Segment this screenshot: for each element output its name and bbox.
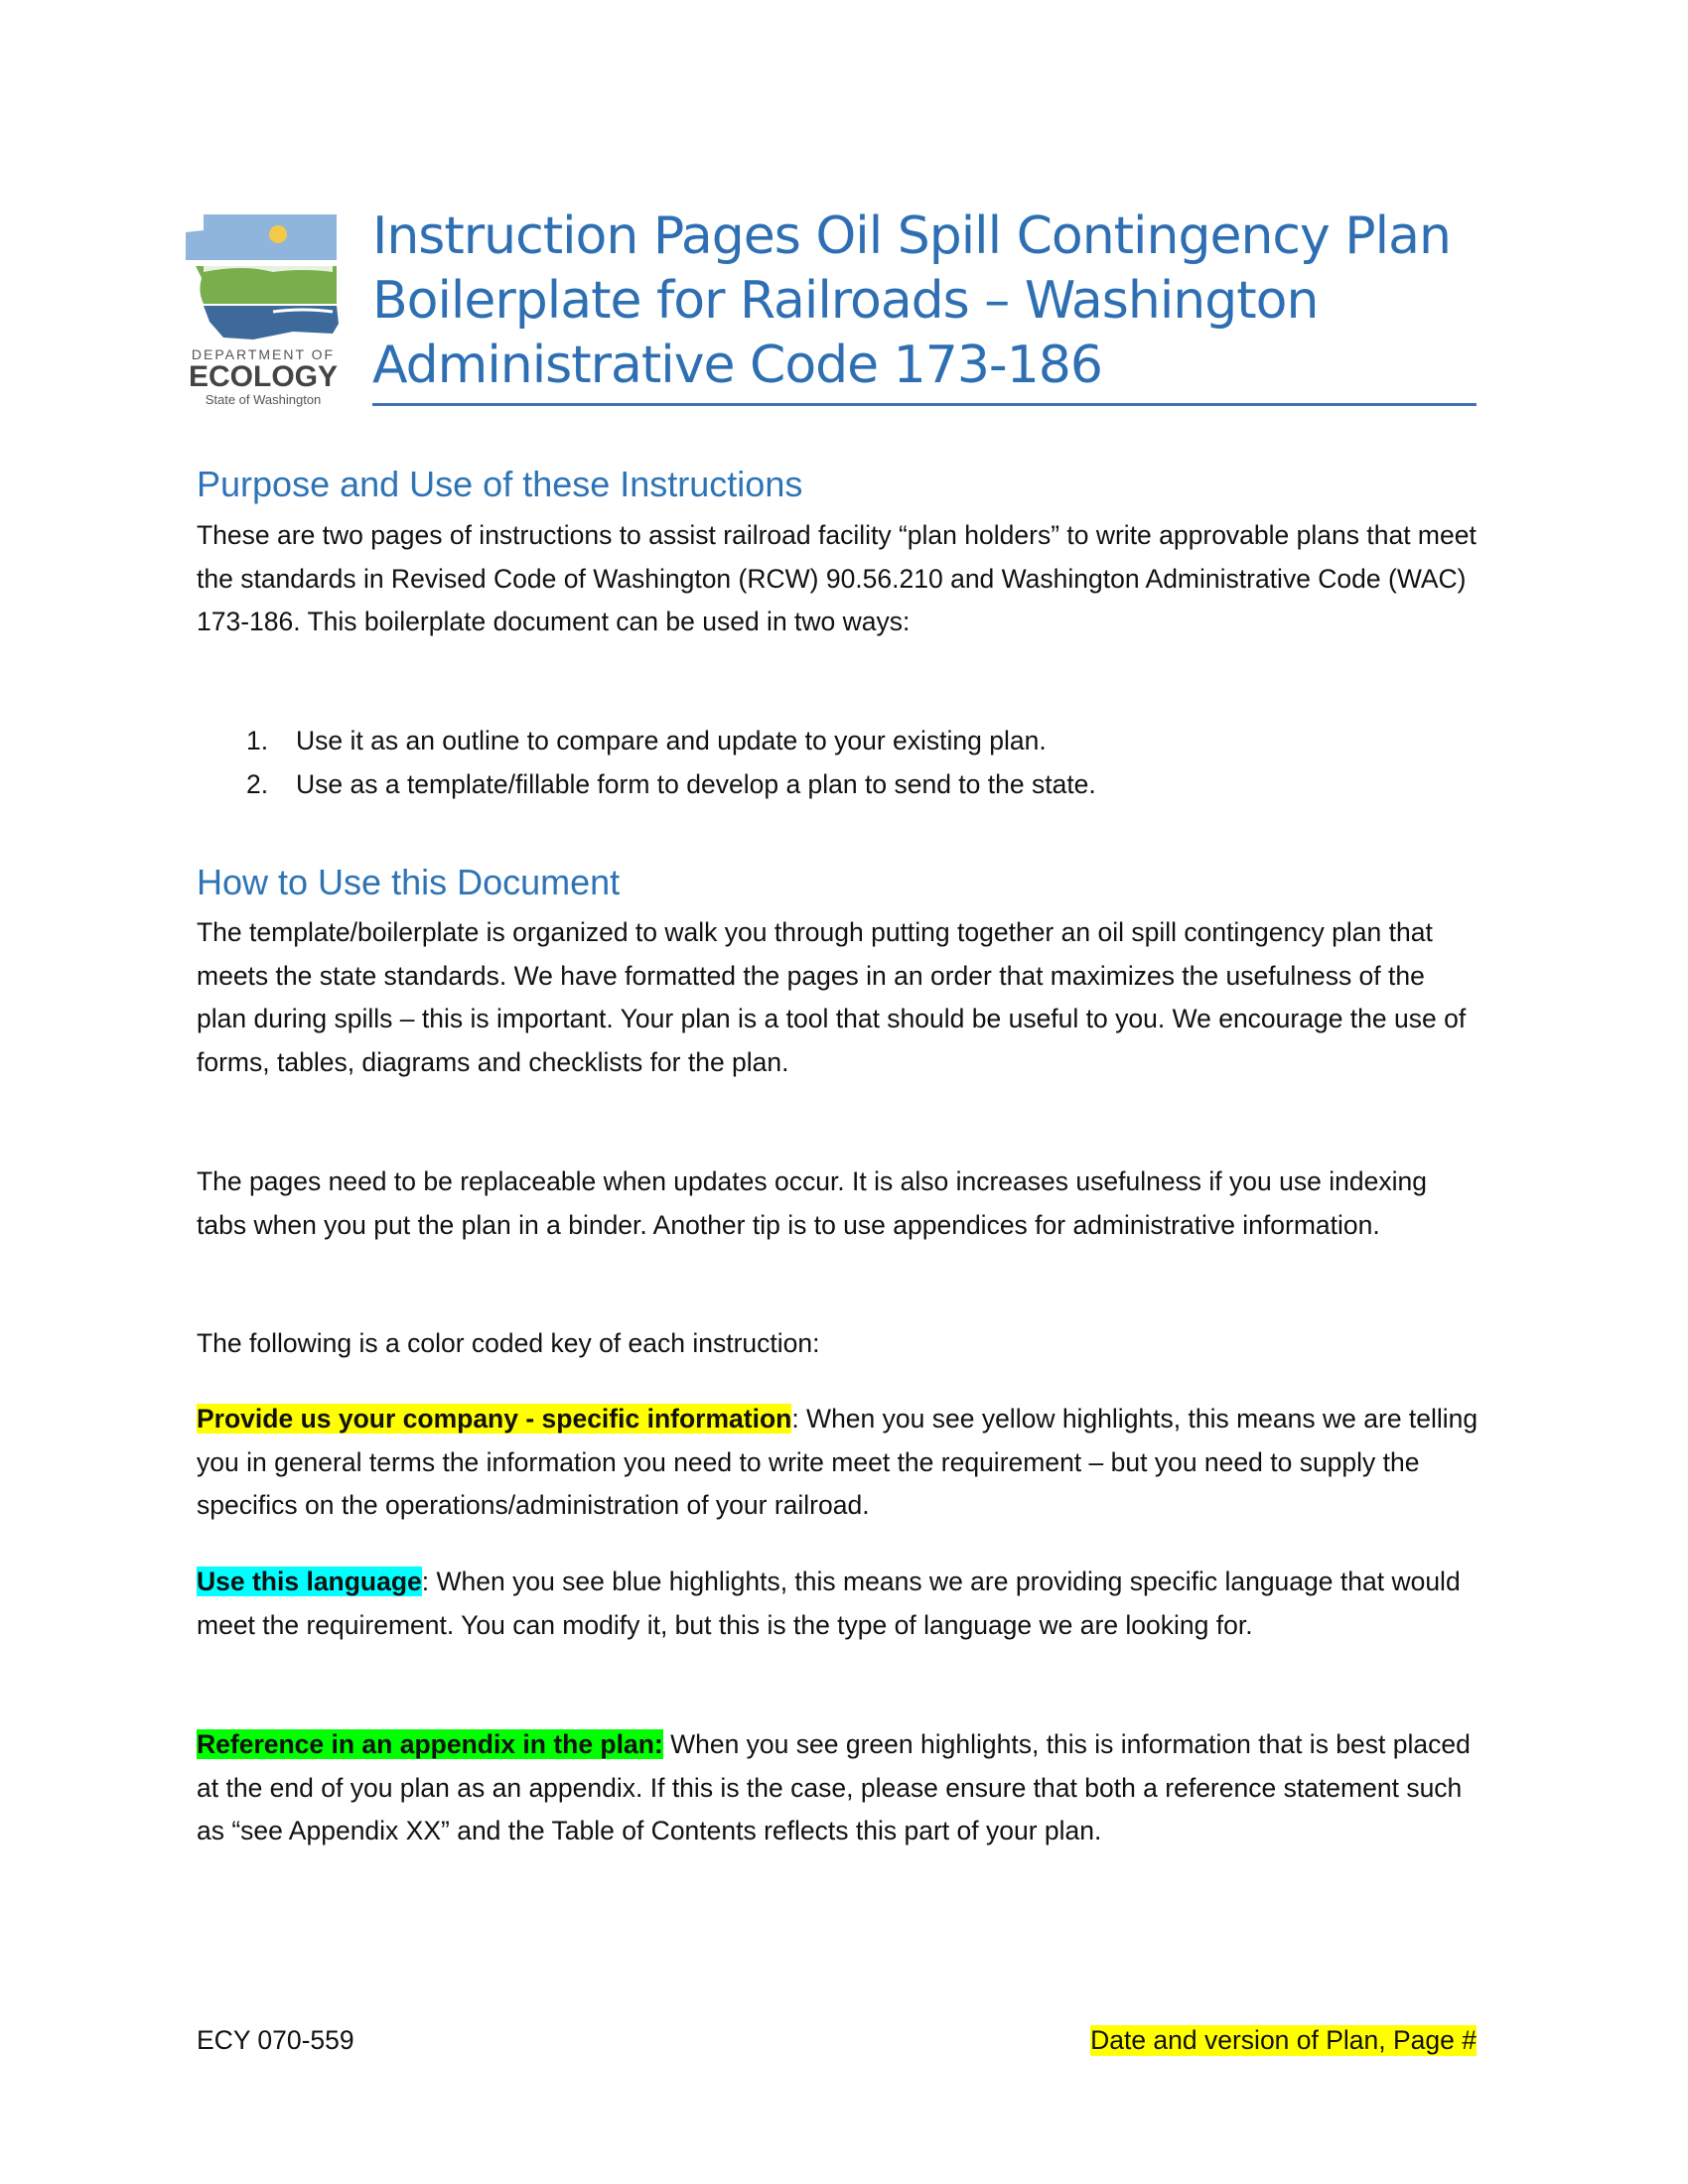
yellow-highlight-label: Provide us your company - specific information xyxy=(197,1404,792,1433)
how-to-paragraph-2: The pages need to be replaceable when updates occur. It is also increases usefulness if you use indexing tabs when you put the plan in a binder. Another tip is to use appendices for administrative information. xyxy=(197,1166,1427,1240)
green-highlight-label: Reference in an appendix in the plan: xyxy=(197,1729,663,1759)
logo-state: State of Washington xyxy=(205,392,322,407)
how-to-paragraph-3: The following is a color coded key of each instruction: xyxy=(197,1328,820,1358)
ways-list xyxy=(197,720,1479,806)
key-green: Reference in an appendix in the plan: When you see green highlights, this is information that is best placed at the end of you plan as an appendix. If this is the case, please ensure that both a reference statement such as “see Appendix XX” and the Table of Contents reflects this part of your plan. xyxy=(197,1729,1471,1845)
footer-form-number: ECY 070-559 xyxy=(197,2025,354,2055)
logo-ecology: ECOLOGY xyxy=(188,360,338,393)
section-heading-purpose: Purpose and Use of these Instructions xyxy=(197,464,803,504)
blue-highlight-label: Use this language xyxy=(197,1567,422,1596)
ecology-logo xyxy=(184,212,343,407)
page-title: Instruction Pages Oil Spill Contingency Plan Boilerplate for Railroads – Washington Administrative Code 173-186 xyxy=(372,206,1451,395)
washington-state-logo-icon xyxy=(184,212,343,341)
purpose-paragraph: These are two pages of instructions to assist railroad facility “plan holders” to write approvable plans that meet the standards in Revised Code of Washington (RCW) 90.56.210 and Washington Administrative Code (WAC) 173-186. This boilerplate document can be used in two ways: xyxy=(197,520,1477,636)
key-yellow: Provide us your company - specific information: When you see yellow highlights, this means we are telling you in general terms the information you need to write meet the requirement – but you need to supply the specifics on the operations/administration of your railroad. xyxy=(197,1404,1478,1520)
key-blue: Use this language: When you see blue highlights, this means we are providing specific language that would meet the requirement. You can modify it, but this is the type of language we are looking for. xyxy=(197,1567,1461,1640)
title-divider xyxy=(372,403,1477,406)
section-heading-how-to-use: How to Use this Document xyxy=(197,862,621,902)
how-to-paragraph-1: The template/boilerplate is organized to walk you through putting together an oil spill contingency plan that meets the state standards. We have formatted the pages in an order that maximizes the usefulness of the plan during spills – this is important. Your plan is a tool that should be useful to you. We encourage the use of forms, tables, diagrams and checklists for the plan. xyxy=(197,917,1467,1077)
footer-page-info: Date and version of Plan, Page # xyxy=(1090,2025,1477,2055)
list-item: 1. Use it as an outline to compare and update to your existing plan. xyxy=(246,726,1047,755)
logo-department: DEPARTMENT OF xyxy=(191,346,336,362)
list-item: 2. Use as a template/fillable form to develop a plan to send to the state. xyxy=(246,768,1096,799)
